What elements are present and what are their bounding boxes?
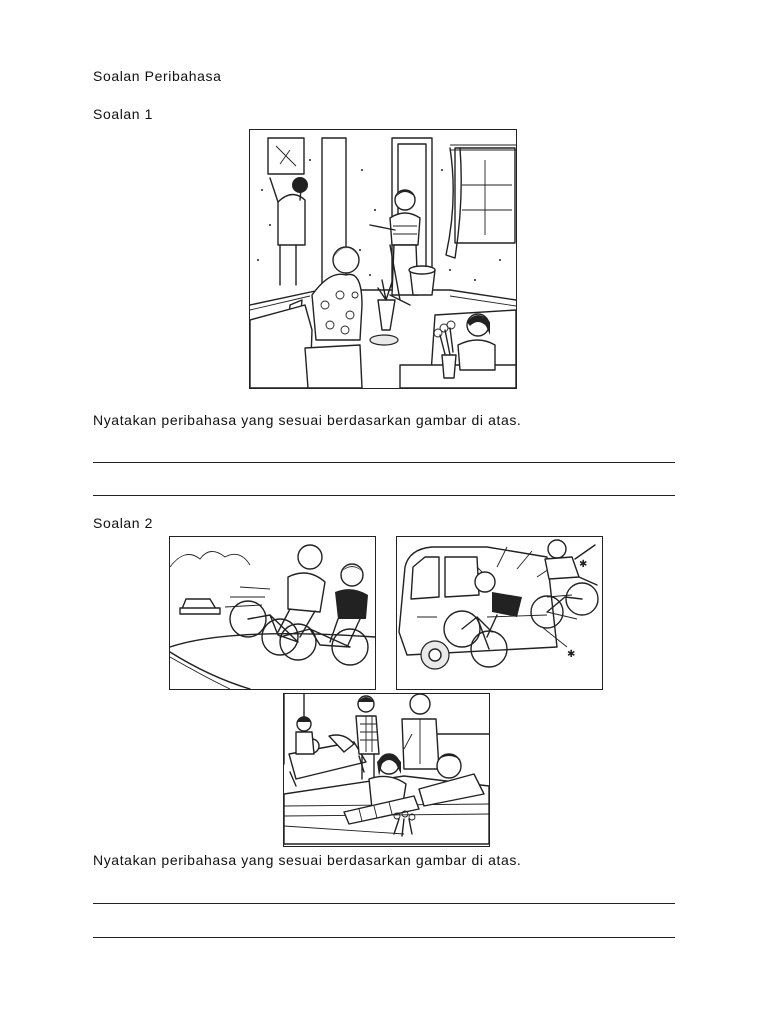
question-1-answer-line-2[interactable] [93, 495, 675, 496]
worksheet-title: Soalan Peribahasa [93, 68, 222, 84]
boys-racing-bicycles-drawing [170, 537, 375, 689]
hospital-beds-drawing [284, 694, 489, 846]
question-2-panel-1-racing-bicycles [169, 536, 376, 690]
question-1-illustration-family-cleaning-house [249, 129, 517, 389]
question-2-instruction: Nyatakan peribahasa yang sesuai berdasarkan gambar di atas. [93, 852, 522, 868]
question-2-panel-3-hospital-ward [283, 693, 490, 847]
svg-text:✱: ✱ [579, 559, 588, 570]
svg-text:✱: ✱ [567, 649, 576, 660]
question-1-answer-line-1[interactable] [93, 462, 675, 463]
question-2-panel-2-crash-with-car [396, 536, 603, 690]
question-2-label: Soalan 2 [93, 515, 154, 531]
house-cleaning-drawing [250, 130, 516, 388]
question-2-answer-line-2[interactable] [93, 937, 675, 938]
question-1-instruction: Nyatakan peribahasa yang sesuai berdasarkan gambar di atas. [93, 412, 522, 428]
question-1-label: Soalan 1 [93, 106, 154, 122]
bicycle-collision-drawing [397, 537, 602, 689]
question-2-answer-line-1[interactable] [93, 903, 675, 904]
